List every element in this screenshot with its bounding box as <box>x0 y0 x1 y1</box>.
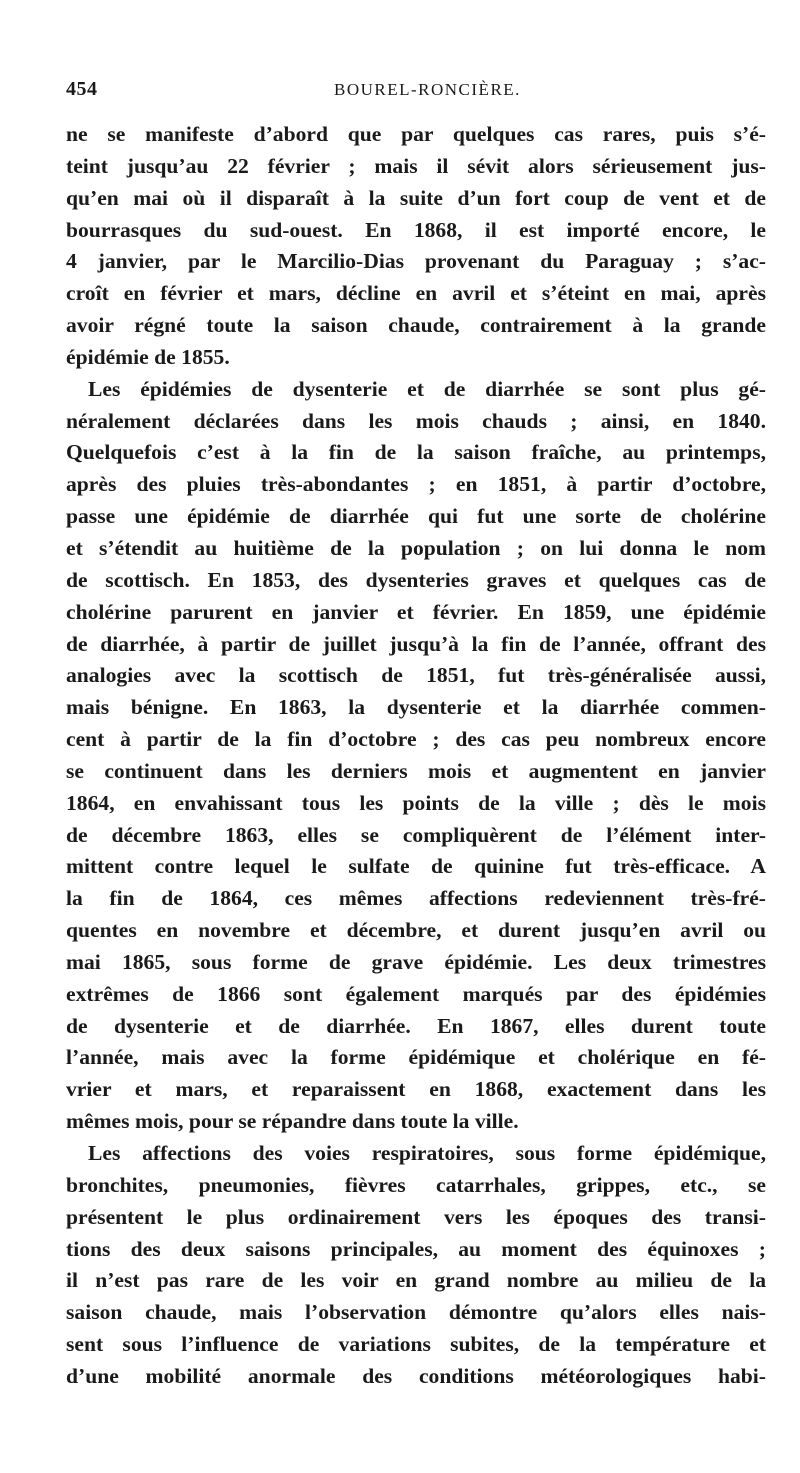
text-line: ne se manifeste d’abord que par quelques cas rares, puis s’é- <box>66 122 766 146</box>
text-line: 1864, en envahissant tous les points de la ville ; dès le mois <box>66 790 766 815</box>
text-line: et s’étendit au huitième de la population ; on lui donna le nom <box>66 535 766 560</box>
page-header <box>66 78 766 108</box>
text-line: de dysenterie et de diarrhée. En 1867, elles durent toute <box>66 1013 766 1038</box>
text-line: bourrasques du sud-ouest. En 1868, il est importé encore, le <box>66 217 766 242</box>
text-line: se continuent dans les derniers mois et augmentent en janvier <box>66 758 766 783</box>
text-line: mittent contre lequel le sulfate de quinine fut très-efficace. A <box>66 854 766 879</box>
text-line: passe une épidémie de diarrhée qui fut une sorte de cholérine <box>66 504 766 529</box>
text-line: de diarrhée, à partir de juillet jusqu’à la fin de l’année, offrant des <box>66 631 766 656</box>
text-line: extrêmes de 1866 sont également marqués par des épidémies <box>66 981 766 1006</box>
text-line: de scottisch. En 1853, des dysenteries graves et quelques cas de <box>66 567 766 592</box>
text-line: présentent le plus ordinairement vers les époques des transi- <box>66 1204 766 1229</box>
text-line: sent sous l’influence de variations subites, de la température et <box>66 1332 766 1357</box>
text-line: teint jusqu’au 22 février ; mais il sévit alors sérieusement jus- <box>66 153 766 178</box>
text-line: analogies avec la scottisch de 1851, fut très-généralisée aussi, <box>66 663 766 688</box>
text-line: Les épidémies de dysenterie et de diarrhée se sont plus gé- <box>88 376 766 401</box>
text-line: de décembre 1863, elles se compliquèrent de l’élément inter- <box>66 822 766 847</box>
text-line: mai 1865, sous forme de grave épidémie. Les deux trimestres <box>66 949 766 974</box>
text-line: saison chaude, mais l’observation démontre qu’alors elles nais- <box>66 1300 766 1325</box>
text-line: cholérine parurent en janvier et février. En 1859, une épidémie <box>66 599 766 624</box>
text-line: mêmes mois, pour se répandre dans toute la ville. <box>66 1109 519 1134</box>
text-line: d’une mobilité anormale des conditions météorologiques habi- <box>66 1363 766 1388</box>
text-line: vrier et mars, et reparaissent en 1868, exactement dans les <box>66 1077 766 1102</box>
text-line: 4 janvier, par le Marcilio-Dias provenant du Paraguay ; s’ac- <box>66 249 766 274</box>
text-line: qu’en mai où il disparaît à la suite d’un fort coup de vent et de <box>66 185 766 210</box>
text-line: Les affections des voies respiratoires, sous forme épidémique, <box>88 1141 766 1165</box>
text-line: la fin de 1864, ces mêmes affections redeviennent très-fré- <box>66 886 766 911</box>
text-line: Quelquefois c’est à la fin de la saison fraîche, au printemps, <box>66 440 766 465</box>
text-line: avoir régné toute la saison chaude, contrairement à la grande <box>66 313 766 338</box>
text-line: il n’est pas rare de les voir en grand nombre au milieu de la <box>66 1268 766 1293</box>
text-line: néralement déclarées dans les mois chauds ; ainsi, en 1840. <box>66 408 766 433</box>
text-line: mais bénigne. En 1863, la dysenterie et la diarrhée commen- <box>66 695 766 720</box>
text-line: après des pluies très-abondantes ; en 1851, à partir d’octobre, <box>66 472 766 497</box>
text-line: bronchites, pneumonies, fièvres catarrhales, grippes, etc., se <box>66 1172 766 1197</box>
page-number: 454 <box>66 78 98 100</box>
text-line: cent à partir de la fin d’octobre ; des cas peu nombreux encore <box>66 727 766 752</box>
running-head: BOUREL-RONCIÈRE. <box>334 80 521 99</box>
text-line: tions des deux saisons principales, au moment des équinoxes ; <box>66 1236 766 1261</box>
text-line: croît en février et mars, décline en avril et s’éteint en mai, après <box>66 281 766 306</box>
text-line: épidémie de 1855. <box>66 344 230 369</box>
text-line: quentes en novembre et décembre, et durent jusqu’en avril ou <box>66 918 766 943</box>
text-line: l’année, mais avec la forme épidémique et cholérique en fé- <box>66 1045 766 1070</box>
body-text <box>66 119 766 1393</box>
